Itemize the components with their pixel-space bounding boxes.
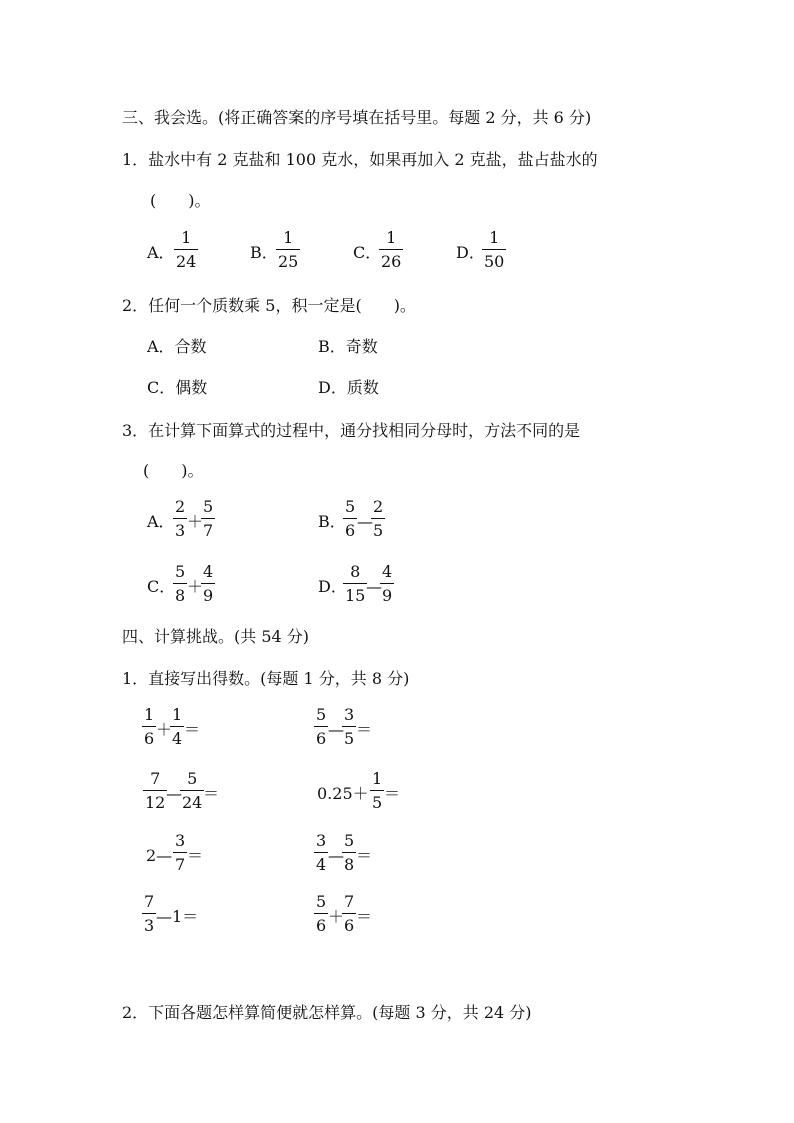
fraction: 4 9 — [203, 562, 214, 605]
equals-sign: ＝ — [356, 907, 373, 926]
section3-title: 三、我会选。(将正确答案的序号填在括号里。每题 2 分，共 6 分) — [122, 108, 592, 127]
option-3-2-b[interactable]: B．奇数 — [318, 337, 378, 356]
fraction: 8 15 — [345, 562, 366, 605]
fraction: 1 4 — [172, 705, 183, 748]
option-label: A． — [147, 512, 175, 531]
fraction: 3 7 — [175, 831, 186, 874]
fraction: 1 5 — [372, 769, 383, 812]
calc-prefix: 2— — [146, 846, 173, 865]
fraction: 3 5 — [344, 705, 355, 748]
operator: — — [366, 577, 382, 596]
operator: — — [166, 784, 182, 803]
operator: ＋ — [156, 720, 173, 739]
operator: ＋ — [187, 512, 204, 531]
fraction: 1 25 — [278, 228, 299, 271]
fraction: 5 6 — [316, 705, 327, 748]
option-3-2-d[interactable]: D．质数 — [318, 378, 379, 397]
question-3-3-stem: 3．在计算下面算式的过程中，通分找相同分母时，方法不同的是 — [122, 421, 581, 440]
fraction: 7 6 — [344, 892, 355, 935]
question-4-2-stem: 2．下面各题怎样算简便就怎样算。(每题 3 分，共 24 分) — [122, 1003, 532, 1022]
fraction: 5 7 — [203, 497, 214, 540]
calc-suffix: —1＝ — [156, 907, 199, 926]
fraction: 5 8 — [175, 562, 186, 605]
fraction: 1 26 — [381, 228, 402, 271]
calc-prefix: 0.25＋ — [317, 784, 369, 803]
operator: ＋ — [187, 577, 204, 596]
equals-sign: ＝ — [203, 784, 220, 803]
question-3-3-answer-blank[interactable]: ( )。 — [143, 461, 204, 480]
option-3-2-c[interactable]: C．偶数 — [147, 378, 208, 397]
fraction: 7 12 — [145, 769, 166, 812]
question-3-1-stem: 1．盐水中有 2 克盐和 100 克水，如果再加入 2 克盐，盐占盐水的 — [122, 150, 598, 169]
option-label: B． — [318, 512, 346, 531]
option-label: D． — [318, 577, 347, 596]
equals-sign: ＝ — [356, 846, 373, 865]
operator: ＋ — [328, 907, 345, 926]
fraction: 5 24 — [182, 769, 203, 812]
operator: — — [357, 512, 373, 531]
operator: — — [328, 846, 344, 865]
question-3-2-stem: 2．任何一个质数乘 5，积一定是( )。 — [122, 296, 416, 315]
fraction: 4 9 — [382, 562, 393, 605]
fraction: 2 3 — [175, 497, 186, 540]
option-label: C． — [147, 577, 176, 596]
fraction: 1 50 — [484, 228, 505, 271]
fraction: 5 6 — [316, 892, 327, 935]
option-3-2-a[interactable]: A．合数 — [147, 337, 207, 356]
fraction: 2 5 — [373, 497, 384, 540]
fraction: 7 3 — [144, 892, 155, 935]
option-label: B． — [250, 243, 278, 262]
section4-title: 四、计算挑战。(共 54 分) — [122, 627, 310, 646]
equals-sign: ＝ — [384, 784, 401, 803]
operator: — — [328, 720, 344, 739]
question-4-1-stem: 1．直接写出得数。(每题 1 分，共 8 分) — [122, 669, 410, 688]
option-label: D． — [456, 243, 485, 262]
fraction: 5 8 — [344, 831, 355, 874]
option-label: C． — [353, 243, 382, 262]
question-3-1-answer-blank[interactable]: ( )。 — [150, 191, 211, 210]
equals-sign: ＝ — [184, 720, 201, 739]
option-label: A． — [147, 243, 175, 262]
equals-sign: ＝ — [187, 846, 204, 865]
fraction: 3 4 — [316, 831, 327, 874]
fraction: 1 6 — [144, 705, 155, 748]
fraction: 1 24 — [176, 228, 197, 271]
fraction: 5 6 — [345, 497, 356, 540]
equals-sign: ＝ — [356, 720, 373, 739]
